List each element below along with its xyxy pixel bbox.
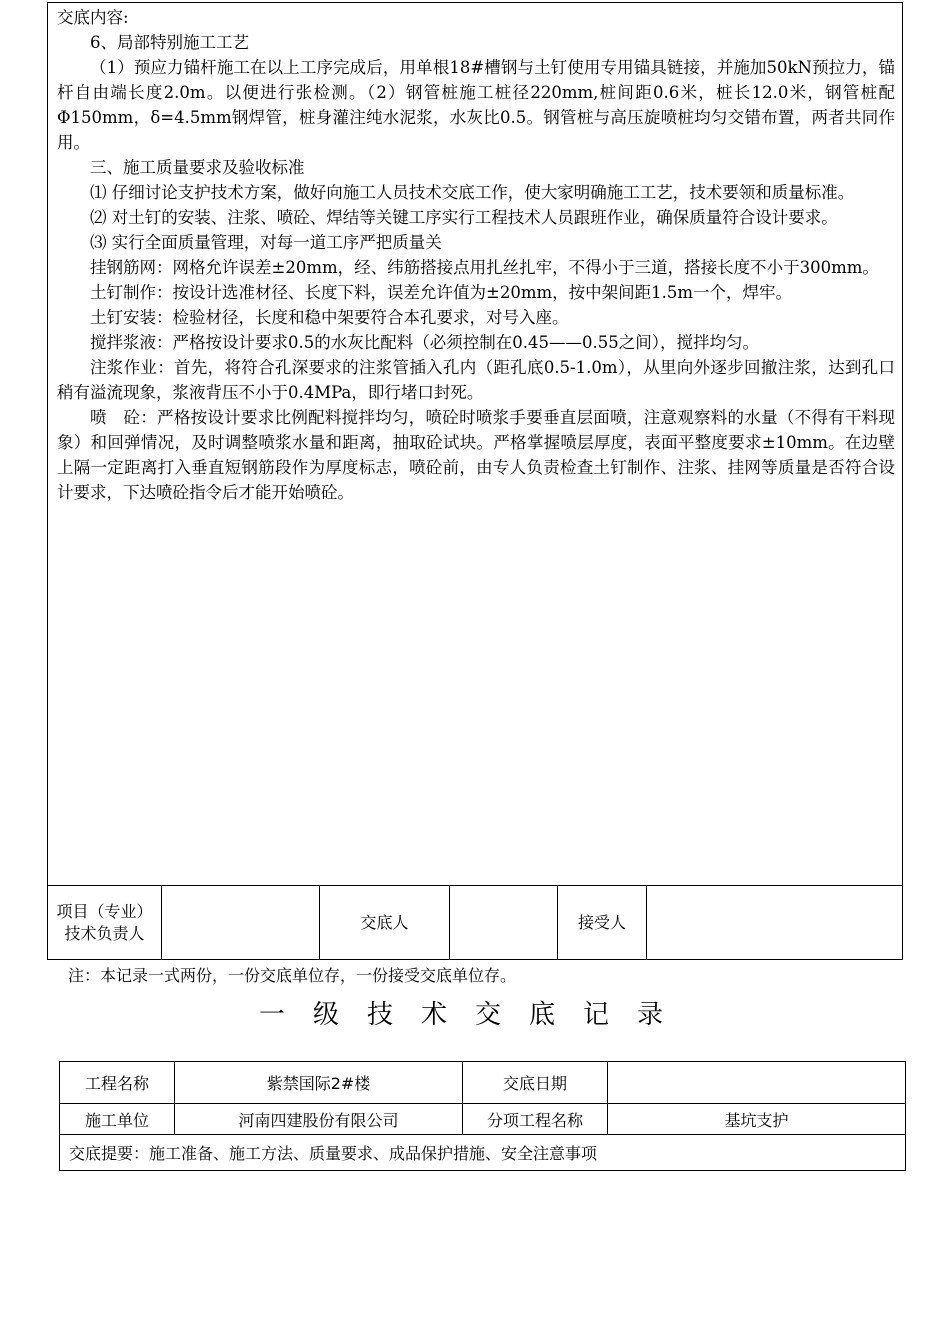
subproject-value: 基坑支护 <box>724 1110 789 1130</box>
paragraph: 搅拌浆液：严格按设计要求0.5的水灰比配料（必须控制在0.45——0.55之间），搅拌均匀。 <box>90 333 759 352</box>
paragraph: ⑵ 对土钉的安装、注浆、喷砼、焊结等关键工序实行工程技术人员跟班作业，确保质量符合设计要求。 <box>90 208 838 227</box>
paragraph: 注浆作业：首先，将符合孔深要求的注浆管插入孔内（距孔底0.5-1.0m），从里向外逐步回撤注浆，达到孔口稍有溢流现象，浆液背压不小于0.4MPa，即行堵口封死。 <box>57 358 895 402</box>
record-note: 注：本记录一式两份，一份交底单位存，一份接受交底单位存。 <box>68 966 517 985</box>
date-label: 交底日期 <box>463 1062 608 1103</box>
paragraph: ⑴ 仔细讨论支护技术方案，做好向施工人员技术交底工作，使大家明确施工工艺，技术要领和质量标准。 <box>90 183 855 202</box>
disclosure-content <box>57 5 895 505</box>
record-header-table <box>59 1061 906 1171</box>
paragraph: （1）预应力锚杆施工在以上工序完成后，用单根18#槽钢与土钉使用专用锚具链接，并施加50kN预拉力，锚杆自由端长度2.0m。以便进行张检测。（2）钢管桩施工桩径220mm,桩间距0.6米，桩长12.0米，钢管桩配Φ150mm，δ=4.5mm钢焊管，桩身灌注纯水泥浆，水灰比0.5。钢管桩与高压旋喷桩均匀交错布置，两者共同作用。 <box>57 58 895 152</box>
receiver-label: 接受人 <box>558 886 647 960</box>
discloser-field[interactable] <box>450 886 558 960</box>
unit-label: 施工单位 <box>60 1104 175 1134</box>
paragraph: 喷 砼：严格按设计要求比例配料搅拌均匀，喷砼时喷浆手要垂直层面喷，注意观察料的水量（不得有干料现象）和回弹情况，及时调整喷浆水量和距离，抽取砼试块。严格掌握喷层厚度，表面平整度要求±10mm。在边壁上隔一定距离打入垂直短钢筋段作为厚度标志，喷砼前，由专人负责检查土钉制作、注浆、挂网等质量是否符合设计要求，下达喷砼指令后才能开始喷砼。 <box>57 408 895 502</box>
record-title: 一级技术交底记录 <box>258 1000 691 1030</box>
section-heading: 6、局部特别施工工艺 <box>90 33 249 52</box>
tech-lead-label: 项目（专业）技术负责人 <box>48 886 162 960</box>
summary-label: 交底提要： <box>69 1144 150 1163</box>
signature-row <box>48 885 902 960</box>
paragraph: 土钉安装：检验材径，长度和稳中架要符合本孔要求，对号入座。 <box>90 308 569 327</box>
summary-value: 施工准备、施工方法、质量要求、成品保护措施、安全注意事项 <box>149 1144 598 1163</box>
section-heading: 三、施工质量要求及验收标准 <box>90 158 305 177</box>
table-row <box>60 1104 905 1135</box>
receiver-field[interactable] <box>647 886 902 960</box>
content-heading: 交底内容: <box>57 8 129 27</box>
date-value[interactable] <box>608 1062 905 1103</box>
subproject-label: 分项工程名称 <box>463 1104 608 1134</box>
unit-value: 河南四建股份有限公司 <box>175 1104 463 1134</box>
disclosure-record-box <box>47 2 903 960</box>
summary-row <box>60 1134 905 1171</box>
paragraph: ⑶ 实行全面质量管理，对每一道工序严把质量关 <box>90 233 442 252</box>
table-row <box>60 1062 905 1104</box>
project-name-label: 工程名称 <box>60 1062 175 1103</box>
paragraph: 挂钢筋网：网格允许误差±20mm，经、纬筋搭接点用扎丝扎牢，不得小于三道，搭接长度不小于300mm。 <box>90 258 879 277</box>
discloser-label: 交底人 <box>320 886 450 960</box>
paragraph: 土钉制作：按设计选准材径、长度下料，误差允许值为±20mm，按中架间距1.5m一个，焊牢。 <box>90 283 792 302</box>
project-name-value: 紫禁国际2#楼 <box>175 1062 463 1103</box>
tech-lead-field[interactable] <box>162 886 320 960</box>
